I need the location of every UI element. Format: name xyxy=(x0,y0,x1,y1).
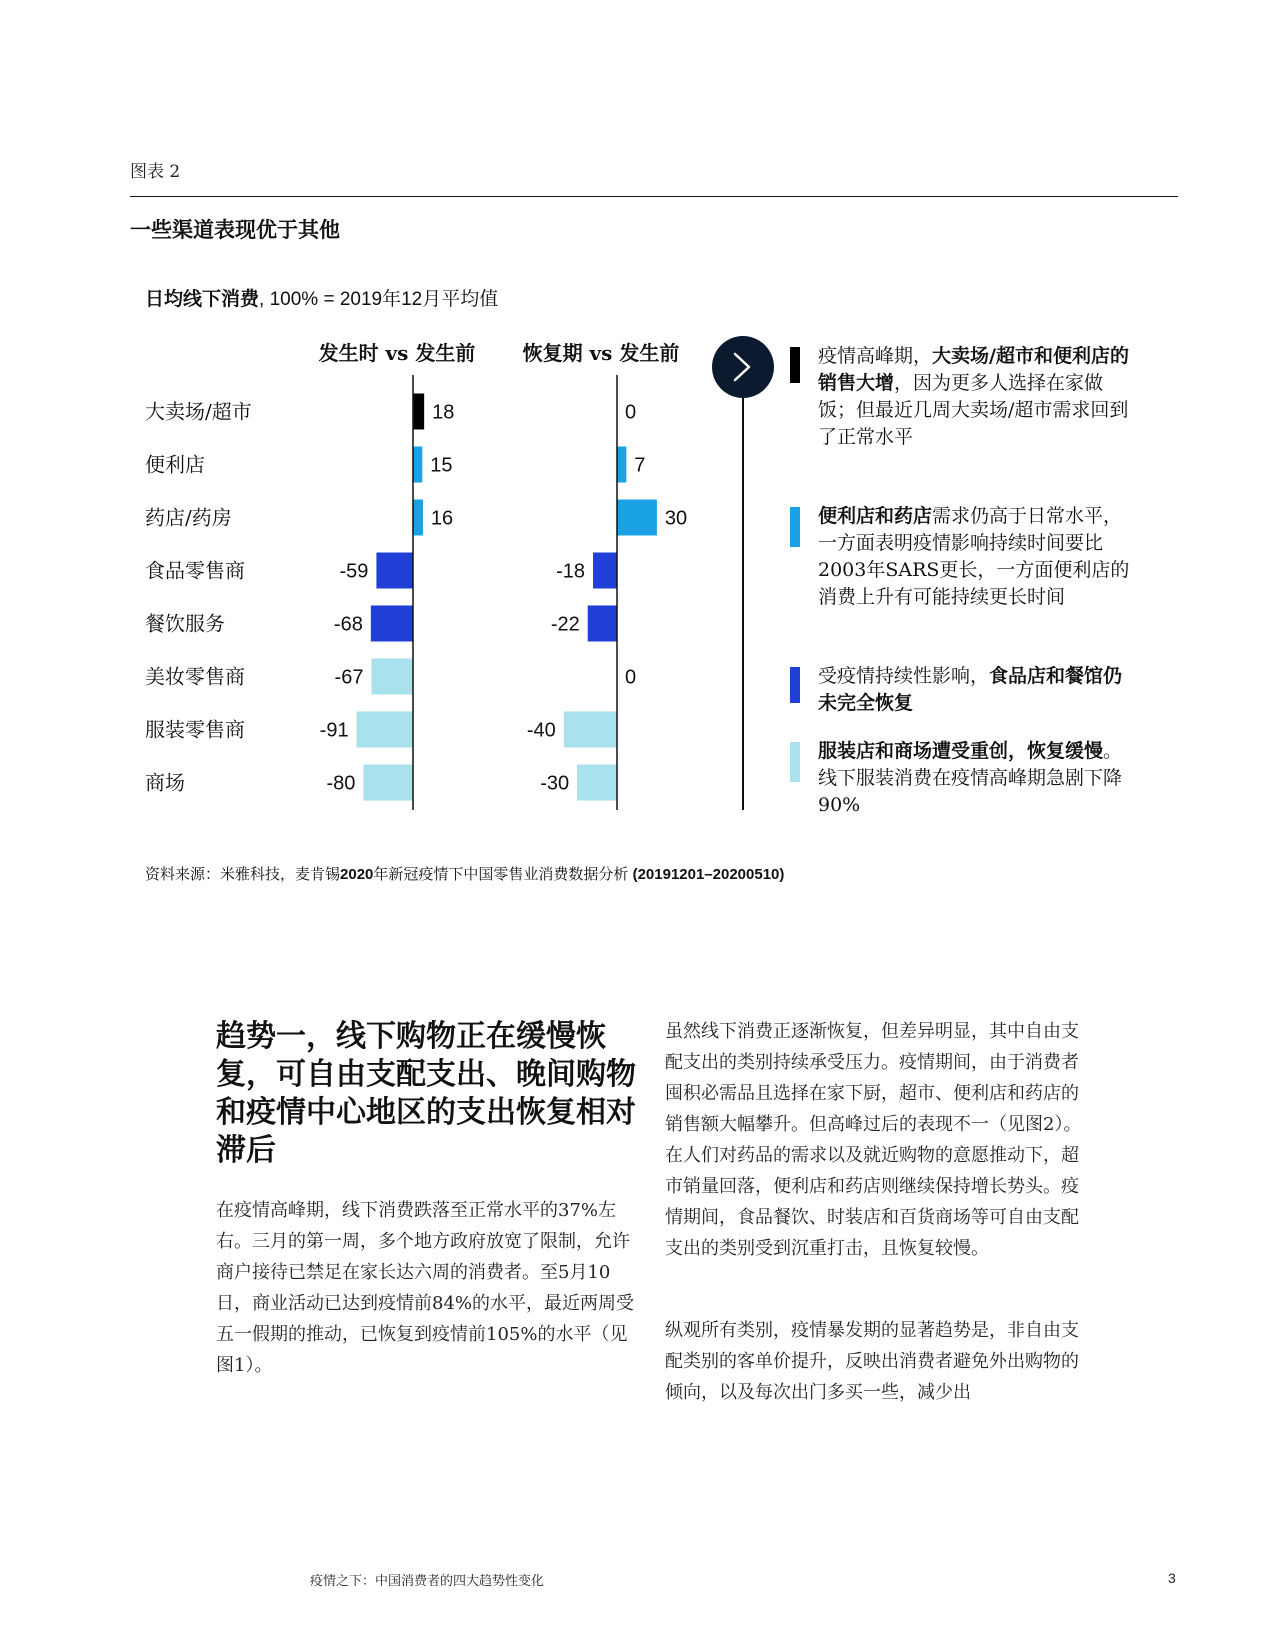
annotation-text xyxy=(818,503,1138,611)
data-label: -40 xyxy=(526,719,556,742)
source-prefix: 资料来源：米雅科技，麦肯锡 xyxy=(145,865,341,883)
bar xyxy=(357,712,413,748)
figure-title: 一些渠道表现优于其他 xyxy=(130,217,340,242)
article-paragraph-right-1: 虽然线下消费正逐渐恢复，但差异明显，其中自由支配支出的类别持续承受压力。疫情期间，由于消费者囤积必需品且选择在家下厨，超市、便利店和药店的销售额大幅攀升。但高峰过后的表现不一（见图2）。在人们对药品的需求以及就近购物的意愿推动下，超市销量回落，便利店和药店则继续保持增长势头。疫情期间，食品餐饮、时装店和百货商场等可自由支配支出的类别受到沉重打击，且恢复较慢。 xyxy=(665,1021,1082,1259)
data-label: -22 xyxy=(550,613,580,636)
arrow-circle xyxy=(712,336,774,398)
bar xyxy=(371,606,413,642)
bar xyxy=(413,394,424,430)
annotation-normal: ，因为更多人选择在家做饭；但最近几周大卖场/超市需求回到了正常水平 xyxy=(818,372,1129,448)
data-label: -67 xyxy=(334,666,364,689)
annotation-marker xyxy=(790,507,800,547)
data-label: 0 xyxy=(625,401,637,424)
annotation-bold: 大卖场/超市和便利店的销售大增 xyxy=(818,345,1129,394)
subtitle-rest: , 100% = 2019年12月平均值 xyxy=(259,289,499,310)
bar xyxy=(588,606,617,642)
source-range: (20191201–20200510) xyxy=(628,866,785,883)
bar xyxy=(617,500,657,536)
category-label: 食品零售商 xyxy=(145,558,245,583)
data-label: -91 xyxy=(319,719,349,742)
bar xyxy=(564,712,617,748)
figure-label: 图表 2 xyxy=(130,162,181,182)
article-paragraph-left: 在疫情高峰期，线下消费跌落至正常水平的37%左右。三月的第一周，多个地方政府放宽了限制，允许商户接待已禁足在家长达六周的消费者。至5月10日，商业活动已达到疫情前84%的水平，最近两周受五一假期的推动，已恢复到疫情前105%的水平（见图1）。 xyxy=(216,1200,635,1376)
page-number: 3 xyxy=(1168,1570,1176,1586)
category-label: 服装零售商 xyxy=(145,717,245,742)
annotation-marker xyxy=(790,742,800,782)
series-header-1: 恢复期 vs 发生前 xyxy=(522,341,680,365)
data-label: 16 xyxy=(430,507,454,530)
data-label: -30 xyxy=(540,772,570,795)
bar xyxy=(371,659,413,695)
annotation-marker xyxy=(790,347,800,383)
footer-title: 疫情之下：中国消费者的四大趋势性变化 xyxy=(310,1574,545,1589)
data-label: -59 xyxy=(339,560,369,583)
category-label: 大卖场/超市 xyxy=(145,399,252,424)
annotation-bold: 食品店和餐馆仍未完全恢复 xyxy=(818,665,1123,714)
series-header-0: 发生时 vs 发生前 xyxy=(318,341,476,365)
source-year: 2020 xyxy=(340,866,374,883)
article-paragraph-right-2: 纵观所有类别，疫情暴发期的显著趋势是，非自由支配类别的客单价提升，反映出消费者避免外出购物的倾向，以及每次出门多买一些，减少出 xyxy=(665,1320,1079,1403)
annotation-normal: 受疫情持续性影响， xyxy=(818,665,990,687)
category-label: 餐饮服务 xyxy=(145,611,225,636)
data-label: 7 xyxy=(634,454,646,477)
annotation-normal: 。线下服装消费在疫情高峰期急剧下降90% xyxy=(818,740,1123,816)
source-mid: 年新冠疫情下中国零售业消费数据分析 xyxy=(373,865,629,883)
category-label: 美妆零售商 xyxy=(145,664,245,689)
annotation-bold: 便利店和药店 xyxy=(818,505,933,527)
annotation-text xyxy=(818,663,1138,717)
annotation-marker xyxy=(790,667,800,703)
bar xyxy=(413,447,422,483)
data-label: 30 xyxy=(664,507,688,530)
data-label: -80 xyxy=(326,772,356,795)
data-label: -68 xyxy=(333,613,363,636)
annotation-bold: 服装店和商场遭受重创，恢复缓慢 xyxy=(818,740,1104,762)
source-note xyxy=(145,863,784,884)
bar xyxy=(363,765,413,801)
category-label: 药店/药房 xyxy=(145,505,232,530)
bar xyxy=(577,765,617,801)
bar xyxy=(593,553,617,589)
chart-subtitle xyxy=(145,284,498,311)
category-label: 便利店 xyxy=(145,452,205,477)
data-label: -18 xyxy=(556,560,586,583)
annotation-text xyxy=(818,343,1138,451)
subtitle-bold: 日均线下消费 xyxy=(145,288,260,310)
data-label: 15 xyxy=(430,454,453,477)
annotation-normal: 疫情高峰期， xyxy=(818,345,933,367)
divider xyxy=(130,196,1178,197)
category-label: 商场 xyxy=(145,770,185,795)
data-label: 0 xyxy=(625,666,637,689)
bar xyxy=(376,553,413,589)
bar xyxy=(617,447,626,483)
data-label: 18 xyxy=(432,401,455,424)
annotation-text xyxy=(818,738,1138,819)
article-heading: 趋势一，线下购物正在缓慢恢复，可自由支配支出、晚间购物和疫情中心地区的支出恢复相对滞后 xyxy=(216,1019,636,1168)
annotation-normal: 需求仍高于日常水平，一方面表明疫情影响持续时间要比2003年SARS更长，一方面便利店的消费上升有可能持续更长时间 xyxy=(818,505,1130,608)
bar xyxy=(413,500,423,536)
